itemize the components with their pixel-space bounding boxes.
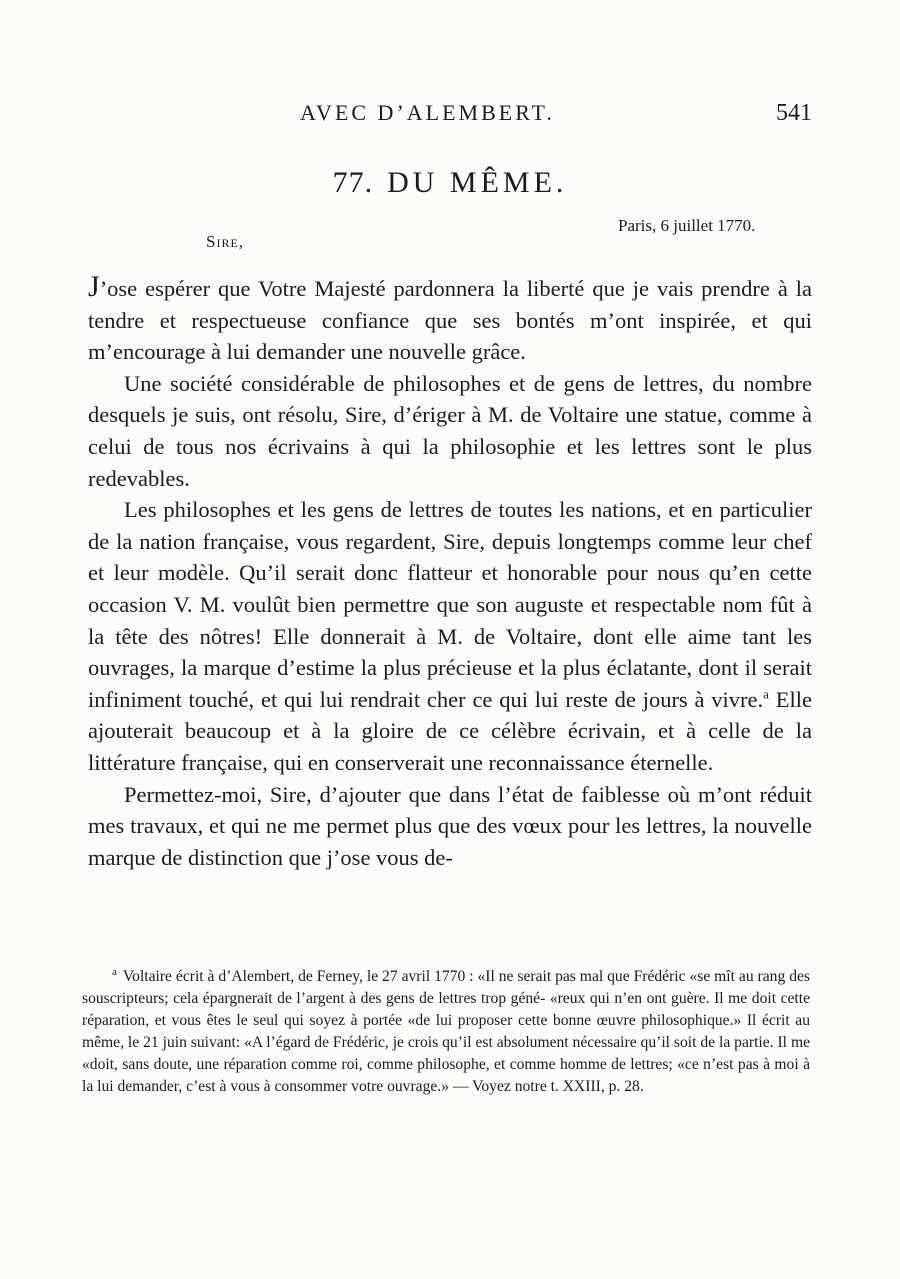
salutation-text: Sire, — [206, 232, 245, 251]
paragraph-3 — [88, 494, 812, 778]
paragraph-3-text-b: Elle ajouterait beaucoup et à la gloire de ce célèbre écrivain, et à celle de la littérature française, qui en conserverait une reconnaissance éternelle. — [88, 686, 812, 775]
footnote-reference[interactable]: a — [763, 686, 769, 702]
footnote: a Voltaire écrit à d’Alembert, de Ferney, le 27 avril 1770 : «Il ne serait pas mal que Frédéric «se mît au rang des souscripteurs; cela épargnerait de l’argent à des gens de lettres trop géné- «reux qui n’en ont guère. Il me doit cette réparation, et vous êtes le seul qui soyez à portée «de lui proposer cette bonne œuvre philosophique.» Il écrit au même, le 21 juin suivant: «A l’égard de Frédéric, je crois qu’il est absolument nécessaire qu’il soit de la partie. Il me «doit, sans doute, une réparation comme roi, comme philosophe, et comme homme de lettres; «ce n’est pas à moi à la lui demander, c’est à vous à consommer votre ouvrage.» — Voyez notre t. XXIII, p. 28. — [82, 965, 810, 1095]
letter-heading — [0, 166, 900, 200]
paragraph-1 — [88, 270, 812, 368]
initial-letter: J — [88, 270, 100, 303]
salutation — [206, 232, 244, 252]
paragraph-2: Une société considérable de philosophes et de gens de lettres, du nombre desquels je suis, ont résolu, Sire, d’ériger à M. de Voltaire une statue, comme à celui de tous nos écrivains à qui la philosophie et les lettres sont le plus redevables. — [88, 370, 812, 491]
footnote-text: Voltaire écrit à d’Alembert, de Ferney, le 27 avril 1770 : «Il ne serait pas mal que Frédéric «se mît au rang des souscripteurs; cela épargnerait de l’argent à des gens de lettres trop géné- «reux qui n’en ont guère. Il me doit cette réparation, et vous êtes le seul qui soyez à portée «de lui proposer cette bonne œuvre philosophique.» Il écrit au même, le 21 juin suivant: «A l’égard de Frédéric, je crois qu’il est absolument nécessaire qu’il soit de la partie. Il me «doit, sans doute, une réparation comme roi, comme philosophe, et comme homme de lettres; «ce n’est pas à moi à la lui demander, c’est à vous à consommer votre ouvrage.» — Voyez notre t. XXIII, p. 28. — [82, 968, 810, 1095]
letter-title: DU MÊME. — [387, 166, 568, 199]
letter-number: 77. — [332, 166, 374, 199]
dateline: Paris, 6 juillet 1770. — [618, 216, 756, 235]
letter-body — [88, 270, 812, 873]
page-number: 541 — [776, 100, 812, 126]
paragraph-1-text: ’ose espérer que Votre Majesté pardonnera la liberté que je vais prendre à la tendre et respectueuse confiance que ses bontés m’ont inspirée, et qui m’encourage à lui demander une nouvelle grâce. — [88, 276, 812, 365]
paragraph-3-text-a: Les philosophes et les gens de lettres de toutes les nations, et en particulier de la nation française, vous regardent, Sire, depuis longtemps comme leur chef et leur modèle. Qu’il serait donc flatteur et honorable pour nous qu’en cette occasion V. M. voulût bien permettre que son auguste et respectable nom fût à la tête des nôtres! Elle donnerait à M. de Voltaire, dont elle aime tant les ouvrages, la marque d’estime la plus précieuse et la plus éclatante, dont il serait infiniment touché, et qui lui rendrait cher ce qui lui reste de jours à vivre. — [88, 497, 812, 712]
paragraph-4: Permettez-moi, Sire, d’ajouter que dans l’état de faiblesse où m’ont réduit mes travaux, et qui ne me permet plus que des vœux pour les lettres, la nouvelle marque de distinction que j’ose vous de- — [88, 781, 812, 870]
running-title: AVEC D’ALEMBERT. — [300, 100, 555, 125]
running-head — [0, 100, 900, 132]
